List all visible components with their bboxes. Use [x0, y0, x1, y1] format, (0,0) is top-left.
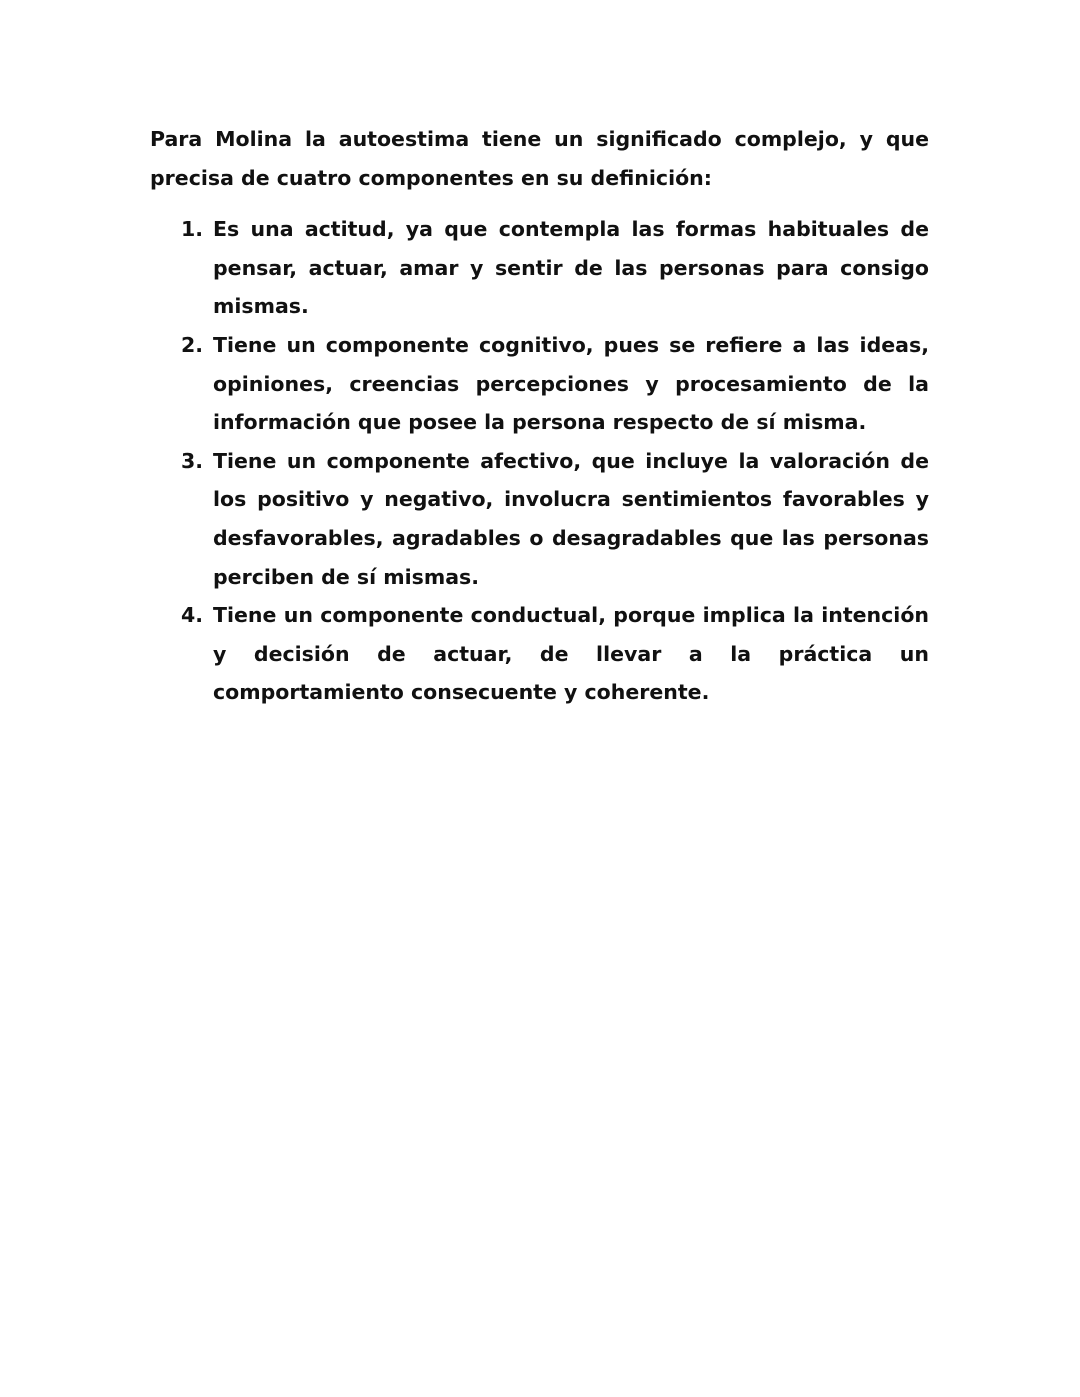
list-item-number: 2. — [181, 332, 204, 357]
document-body — [150, 120, 929, 712]
list-item — [150, 326, 929, 442]
list-item-text: Es una actitud, ya que contempla las formas habituales de pensar, actuar, amar y sentir de las personas para consigo mismas. — [213, 217, 929, 319]
list-item — [150, 596, 929, 712]
components-list — [150, 210, 929, 712]
list-item — [150, 442, 929, 596]
list-item-number: 3. — [181, 448, 204, 473]
list-item-number: 1. — [181, 217, 204, 242]
list-item-text: Tiene un componente afectivo, que incluye la valoración de los positivo y negativo, involucra sentimientos favorables y desfavorables, agradables o desagradables que las personas perciben de sí mismas. — [213, 448, 929, 589]
list-item-text: Tiene un componente conductual, porque implica la intención y decisión de actuar, de llevar a la práctica un comportamiento consecuente y coherente. — [213, 603, 929, 705]
intro-paragraph: Para Molina la autoestima tiene un significado complejo, y que precisa de cuatro componentes en su definición: — [150, 127, 929, 190]
list-item-text: Tiene un componente cognitivo, pues se refiere a las ideas, opiniones, creencias percepciones y procesamiento de la información que posee la persona respecto de sí misma. — [213, 332, 929, 435]
list-item — [150, 210, 929, 326]
list-item-number: 4. — [181, 603, 204, 628]
